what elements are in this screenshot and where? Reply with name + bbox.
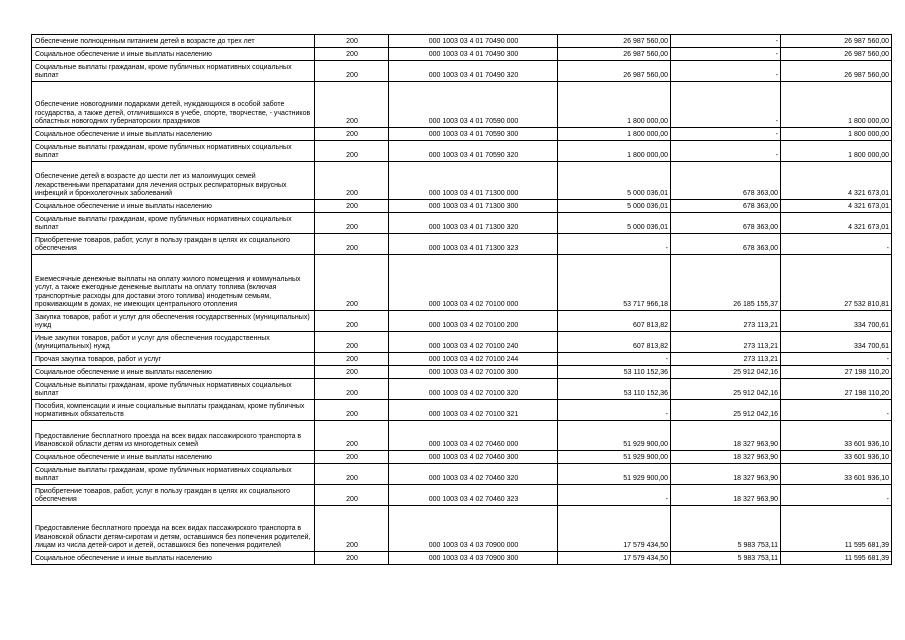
table-row [32,506,892,552]
row-executed-amount-cell: - [671,61,781,82]
row-classification-code-cell: 000 1003 03 4 01 70590 320 [389,141,558,162]
row-classification-code-cell: 000 1003 03 4 01 71300 300 [389,200,558,213]
row-name-text: Предоставление бесплатного проезда на всех видах пассажирского транспорта в Ивановской области детям из многодетных семей [35,432,302,449]
row-executed-amount-cell: - [671,82,781,128]
row-approved-amount-cell: 607 813,82 [558,332,671,353]
row-code-cell: 200 [315,162,389,200]
row-classification-code-cell: 000 1003 03 4 02 70100 240 [389,332,558,353]
table-row [32,464,892,485]
row-approved-amount-cell: 5 000 036,01 [558,162,671,200]
row-name-text: Социальные выплаты гражданам, кроме публичных нормативных социальных выплат [35,466,292,483]
table-row [32,128,892,141]
table-row [32,35,892,48]
table-row [32,61,892,82]
row-code-cell: 200 [315,234,389,255]
row-executed-amount-cell: 18 327 963,90 [671,451,781,464]
row-remaining-amount-cell: 4 321 673,01 [781,162,892,200]
row-approved-amount-cell: 1 800 000,00 [558,82,671,128]
row-executed-amount-cell: 273 113,21 [671,311,781,332]
row-approved-amount-cell: 51 929 900,00 [558,421,671,451]
table-row [32,366,892,379]
row-name-cell [32,332,315,353]
row-remaining-amount-cell: 26 987 560,00 [781,48,892,61]
row-remaining-amount-cell: 26 987 560,00 [781,61,892,82]
budget-execution-table [31,34,892,565]
row-code-cell: 200 [315,200,389,213]
row-approved-amount-cell: - [558,400,671,421]
row-approved-amount-cell: 26 987 560,00 [558,48,671,61]
row-name-text: Закупка товаров, работ и услуг для обеспечения государственных (муниципальных) нужд [35,313,310,330]
row-name-text: Социальные выплаты гражданам, кроме публичных нормативных социальных выплат [35,215,292,232]
row-code-cell: 200 [315,552,389,565]
row-remaining-amount-cell: 27 198 110,20 [781,379,892,400]
row-approved-amount-cell: 607 813,82 [558,311,671,332]
row-remaining-amount-cell: 334 700,61 [781,332,892,353]
row-classification-code-cell: 000 1003 03 4 01 71300 320 [389,213,558,234]
row-remaining-amount-cell: 27 532 810,81 [781,255,892,311]
row-classification-code-cell: 000 1003 03 4 01 70490 320 [389,61,558,82]
row-name-cell [32,213,315,234]
row-approved-amount-cell: 5 000 036,01 [558,200,671,213]
row-code-cell: 200 [315,35,389,48]
table-row [32,82,892,128]
row-executed-amount-cell: 25 912 042,16 [671,379,781,400]
row-executed-amount-cell: 5 983 753,11 [671,506,781,552]
row-code-cell: 200 [315,255,389,311]
row-name-cell [32,366,315,379]
row-name-cell [32,141,315,162]
row-approved-amount-cell: 17 579 434,50 [558,506,671,552]
row-name-text: Социальные выплаты гражданам, кроме публичных нормативных социальных выплат [35,143,292,160]
row-name-cell [32,451,315,464]
row-approved-amount-cell: - [558,353,671,366]
table-row [32,485,892,506]
table-row [32,162,892,200]
row-classification-code-cell: 000 1003 03 4 01 70490 000 [389,35,558,48]
row-classification-code-cell: 000 1003 03 4 02 70100 300 [389,366,558,379]
row-classification-code-cell: 000 1003 03 4 02 70460 323 [389,485,558,506]
row-executed-amount-cell: 18 327 963,90 [671,464,781,485]
table-row [32,141,892,162]
row-classification-code-cell: 000 1003 03 4 02 70460 300 [389,451,558,464]
row-name-text: Обеспечение детей в возрасте до шести лет из малоимущих семей лекарственными препаратами для лечения острых респираторных вирусных инфекций и бронхолегочных заболеваний [35,173,287,198]
row-remaining-amount-cell: - [781,400,892,421]
row-approved-amount-cell: - [558,485,671,506]
table-row [32,379,892,400]
row-approved-amount-cell: 26 987 560,00 [558,61,671,82]
row-approved-amount-cell: 53 717 966,18 [558,255,671,311]
row-classification-code-cell: 000 1003 03 4 02 70100 000 [389,255,558,311]
row-name-cell [32,506,315,552]
row-approved-amount-cell: 1 800 000,00 [558,141,671,162]
row-code-cell: 200 [315,311,389,332]
row-executed-amount-cell: 678 363,00 [671,213,781,234]
row-name-text: Социальные выплаты гражданам, кроме публичных нормативных социальных выплат [35,381,292,398]
row-remaining-amount-cell: 33 601 936,10 [781,464,892,485]
row-name-text: Социальное обеспечение и иные выплаты населению [35,51,212,59]
row-executed-amount-cell: 678 363,00 [671,234,781,255]
row-name-cell [32,234,315,255]
table-row [32,234,892,255]
row-code-cell: 200 [315,48,389,61]
row-classification-code-cell: 000 1003 03 4 02 70460 320 [389,464,558,485]
row-name-cell [32,35,315,48]
row-name-cell [32,485,315,506]
row-name-text: Пособия, компенсации и иные социальные выплаты гражданам, кроме публичных нормативных обязательств [35,402,305,419]
row-approved-amount-cell: 17 579 434,50 [558,552,671,565]
table-row [32,400,892,421]
row-executed-amount-cell: 26 185 155,37 [671,255,781,311]
row-executed-amount-cell: - [671,48,781,61]
row-executed-amount-cell: 678 363,00 [671,162,781,200]
row-name-text: Социальное обеспечение и иные выплаты населению [35,555,212,563]
row-name-text: Прочая закупка товаров, работ и услуг [35,356,162,364]
row-classification-code-cell: 000 1003 03 4 01 71300 323 [389,234,558,255]
table-row [32,311,892,332]
row-name-cell [32,353,315,366]
row-name-text: Приобретение товаров, работ, услуг в пользу граждан в целях их социального обеспечения [35,487,291,504]
row-name-text: Социальное обеспечение и иные выплаты населению [35,369,212,377]
row-remaining-amount-cell: 1 800 000,00 [781,141,892,162]
row-executed-amount-cell: 5 983 753,11 [671,552,781,565]
row-name-text: Ежемесячные денежные выплаты на оплату жилого помещения и коммунальных услуг, а также ежегодные денежные выплаты на оплату топлива (включая транспортные расходы для доставки этого топлива) инодетным семьям, проживающим в домах, не имеющих центрального отопления [35,275,301,309]
row-name-cell [32,255,315,311]
row-code-cell: 200 [315,451,389,464]
row-classification-code-cell: 000 1003 03 4 03 70900 000 [389,506,558,552]
row-name-cell [32,82,315,128]
row-remaining-amount-cell: 1 800 000,00 [781,128,892,141]
row-approved-amount-cell: 51 929 900,00 [558,451,671,464]
row-name-cell [32,162,315,200]
row-classification-code-cell: 000 1003 03 4 02 70100 244 [389,353,558,366]
row-name-cell [32,61,315,82]
row-approved-amount-cell: 51 929 900,00 [558,464,671,485]
row-executed-amount-cell: 678 363,00 [671,200,781,213]
row-name-cell [32,400,315,421]
row-code-cell: 200 [315,421,389,451]
row-code-cell: 200 [315,464,389,485]
row-remaining-amount-cell: 26 987 560,00 [781,35,892,48]
row-executed-amount-cell: 18 327 963,90 [671,485,781,506]
row-name-text: Предоставление бесплатного проезда на всех видах пассажирского транспорта в Ивановской области детям-сиротам и детям, оставшимся без попечения родителей, лицам из числа детей-сирот и детей, оставшихся без попечения родителей [35,525,311,550]
row-remaining-amount-cell: 11 595 681,39 [781,552,892,565]
row-name-text: Обеспечение полноценным питанием детей в возрасте до трех лет [35,38,255,46]
row-approved-amount-cell: - [558,234,671,255]
row-executed-amount-cell: 25 912 042,16 [671,366,781,379]
row-code-cell: 200 [315,353,389,366]
row-classification-code-cell: 000 1003 03 4 03 70900 300 [389,552,558,565]
table-row [32,332,892,353]
table-row [32,421,892,451]
row-approved-amount-cell: 5 000 036,01 [558,213,671,234]
row-code-cell: 200 [315,379,389,400]
row-name-cell [32,464,315,485]
row-code-cell: 200 [315,485,389,506]
row-executed-amount-cell: - [671,35,781,48]
row-executed-amount-cell: 273 113,21 [671,332,781,353]
table-row [32,451,892,464]
row-classification-code-cell: 000 1003 03 4 02 70100 320 [389,379,558,400]
row-remaining-amount-cell: 33 601 936,10 [781,421,892,451]
row-classification-code-cell: 000 1003 03 4 01 70590 300 [389,128,558,141]
row-code-cell: 200 [315,213,389,234]
row-remaining-amount-cell: 33 601 936,10 [781,451,892,464]
table-row [32,200,892,213]
row-remaining-amount-cell: 334 700,61 [781,311,892,332]
row-name-cell [32,48,315,61]
row-name-cell [32,379,315,400]
row-name-cell [32,421,315,451]
row-name-text: Социальное обеспечение и иные выплаты населению [35,454,212,462]
row-remaining-amount-cell: 11 595 681,39 [781,506,892,552]
row-code-cell: 200 [315,82,389,128]
row-name-text: Приобретение товаров, работ, услуг в пользу граждан в целях их социального обеспечения [35,236,291,253]
row-code-cell: 200 [315,141,389,162]
row-classification-code-cell: 000 1003 03 4 01 70490 300 [389,48,558,61]
row-name-text: Социальное обеспечение и иные выплаты населению [35,203,212,211]
row-remaining-amount-cell: - [781,353,892,366]
row-name-text: Обеспечение новогодними подарками детей, нуждающихся в особой заботе государства, а также детей, отличившихся в учебе, спорте, творчестве, - участников областных новогодних губернаторских праздников [35,101,311,126]
row-executed-amount-cell: 273 113,21 [671,353,781,366]
row-remaining-amount-cell: - [781,485,892,506]
row-approved-amount-cell: 53 110 152,36 [558,379,671,400]
row-approved-amount-cell: 53 110 152,36 [558,366,671,379]
row-executed-amount-cell: - [671,141,781,162]
row-code-cell: 200 [315,400,389,421]
row-name-text: Социальное обеспечение и иные выплаты населению [35,131,212,139]
row-remaining-amount-cell: 27 198 110,20 [781,366,892,379]
row-classification-code-cell: 000 1003 03 4 01 70590 000 [389,82,558,128]
row-approved-amount-cell: 26 987 560,00 [558,35,671,48]
table-row [32,48,892,61]
row-name-cell [32,311,315,332]
row-remaining-amount-cell: 4 321 673,01 [781,213,892,234]
row-remaining-amount-cell: 4 321 673,01 [781,200,892,213]
row-name-text: Социальные выплаты гражданам, кроме публичных нормативных социальных выплат [35,63,292,80]
row-classification-code-cell: 000 1003 03 4 02 70100 200 [389,311,558,332]
row-executed-amount-cell: - [671,128,781,141]
row-code-cell: 200 [315,366,389,379]
row-name-text: Иные закупки товаров, работ и услуг для обеспечения государственных (муниципальных) нужд [35,334,270,351]
row-code-cell: 200 [315,128,389,141]
row-code-cell: 200 [315,506,389,552]
row-executed-amount-cell: 18 327 963,90 [671,421,781,451]
row-name-cell [32,128,315,141]
row-remaining-amount-cell: 1 800 000,00 [781,82,892,128]
row-classification-code-cell: 000 1003 03 4 02 70460 000 [389,421,558,451]
table-row [32,213,892,234]
row-approved-amount-cell: 1 800 000,00 [558,128,671,141]
table-row [32,255,892,311]
row-classification-code-cell: 000 1003 03 4 02 70100 321 [389,400,558,421]
row-executed-amount-cell: 25 912 042,16 [671,400,781,421]
row-remaining-amount-cell: - [781,234,892,255]
row-name-cell [32,552,315,565]
row-classification-code-cell: 000 1003 03 4 01 71300 000 [389,162,558,200]
row-code-cell: 200 [315,332,389,353]
table-row [32,353,892,366]
row-code-cell: 200 [315,61,389,82]
table-body [32,35,892,565]
table-row [32,552,892,565]
row-name-cell [32,200,315,213]
